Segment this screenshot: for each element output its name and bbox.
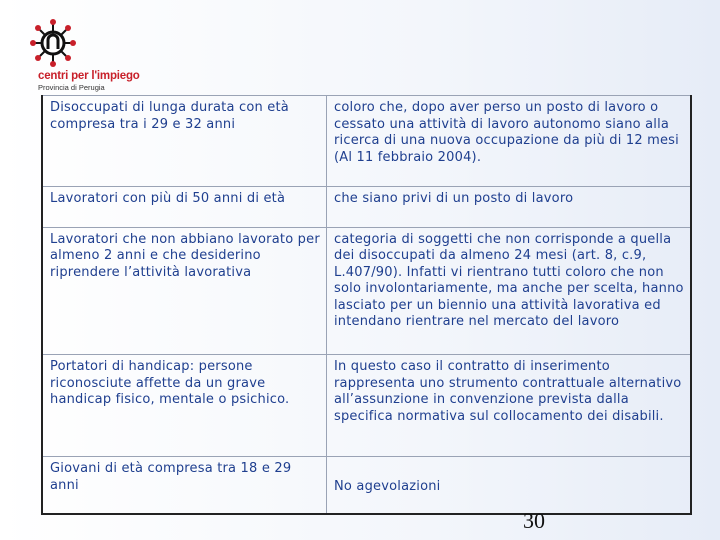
description-text: No agevolazioni [334,479,441,495]
logo-text [38,70,140,92]
logo-title: centri per l'impiego [38,70,140,82]
description-cell: coloro che, dopo aver perso un posto di lavoro o cessato una attività di lavoro autonomo siano alla ricerca di una nuova occupazione da più di 12 mesi (Al 11 febbraio 2004). [327,96,692,187]
table-row [42,186,691,227]
table-row [42,227,691,355]
category-cell: Lavoratori con più di 50 anni di età [42,186,327,227]
table-row [42,355,691,457]
category-cell: Lavoratori che non abbiano lavorato per almeno 2 anni e che desiderino riprendere l’attività lavorativa [42,227,327,355]
description-cell [327,457,692,514]
description-cell: che siano privi di un posto di lavoro [327,186,692,227]
logo-emblem-icon [30,18,100,70]
description-cell: In questo caso il contratto di inserimento rappresenta uno strumento contrattuale alternativo all’assunzione in convenzione prevista dalla specifica normativa sul collocamento dei disabili. [327,355,692,457]
eligibility-table [41,95,692,515]
category-cell: Giovani di età compresa tra 18 e 29 anni [42,457,327,514]
logo-subtitle: Provincia di Perugia [38,83,105,92]
description-cell: categoria di soggetti che non corrisponde a quella dei disoccupati da almeno 24 mesi (art. 8, c.9, L.407/90). Infatti vi rientrano tutti coloro che non solo involontariamente, ma anche per scelta, hanno lasciato per un biennio una attività lavorativa ed intendano rientrare nel mercato del lavoro [327,227,692,355]
page-number: 30 [523,508,545,533]
table-row [42,457,691,514]
table-row [42,96,691,187]
category-cell: Portatori di handicap: persone riconosciute affette da un grave handicap fisico, mentale o psichico. [42,355,327,457]
category-cell: Disoccupati di lunga durata con età compresa tra i 29 e 32 anni [42,96,327,187]
